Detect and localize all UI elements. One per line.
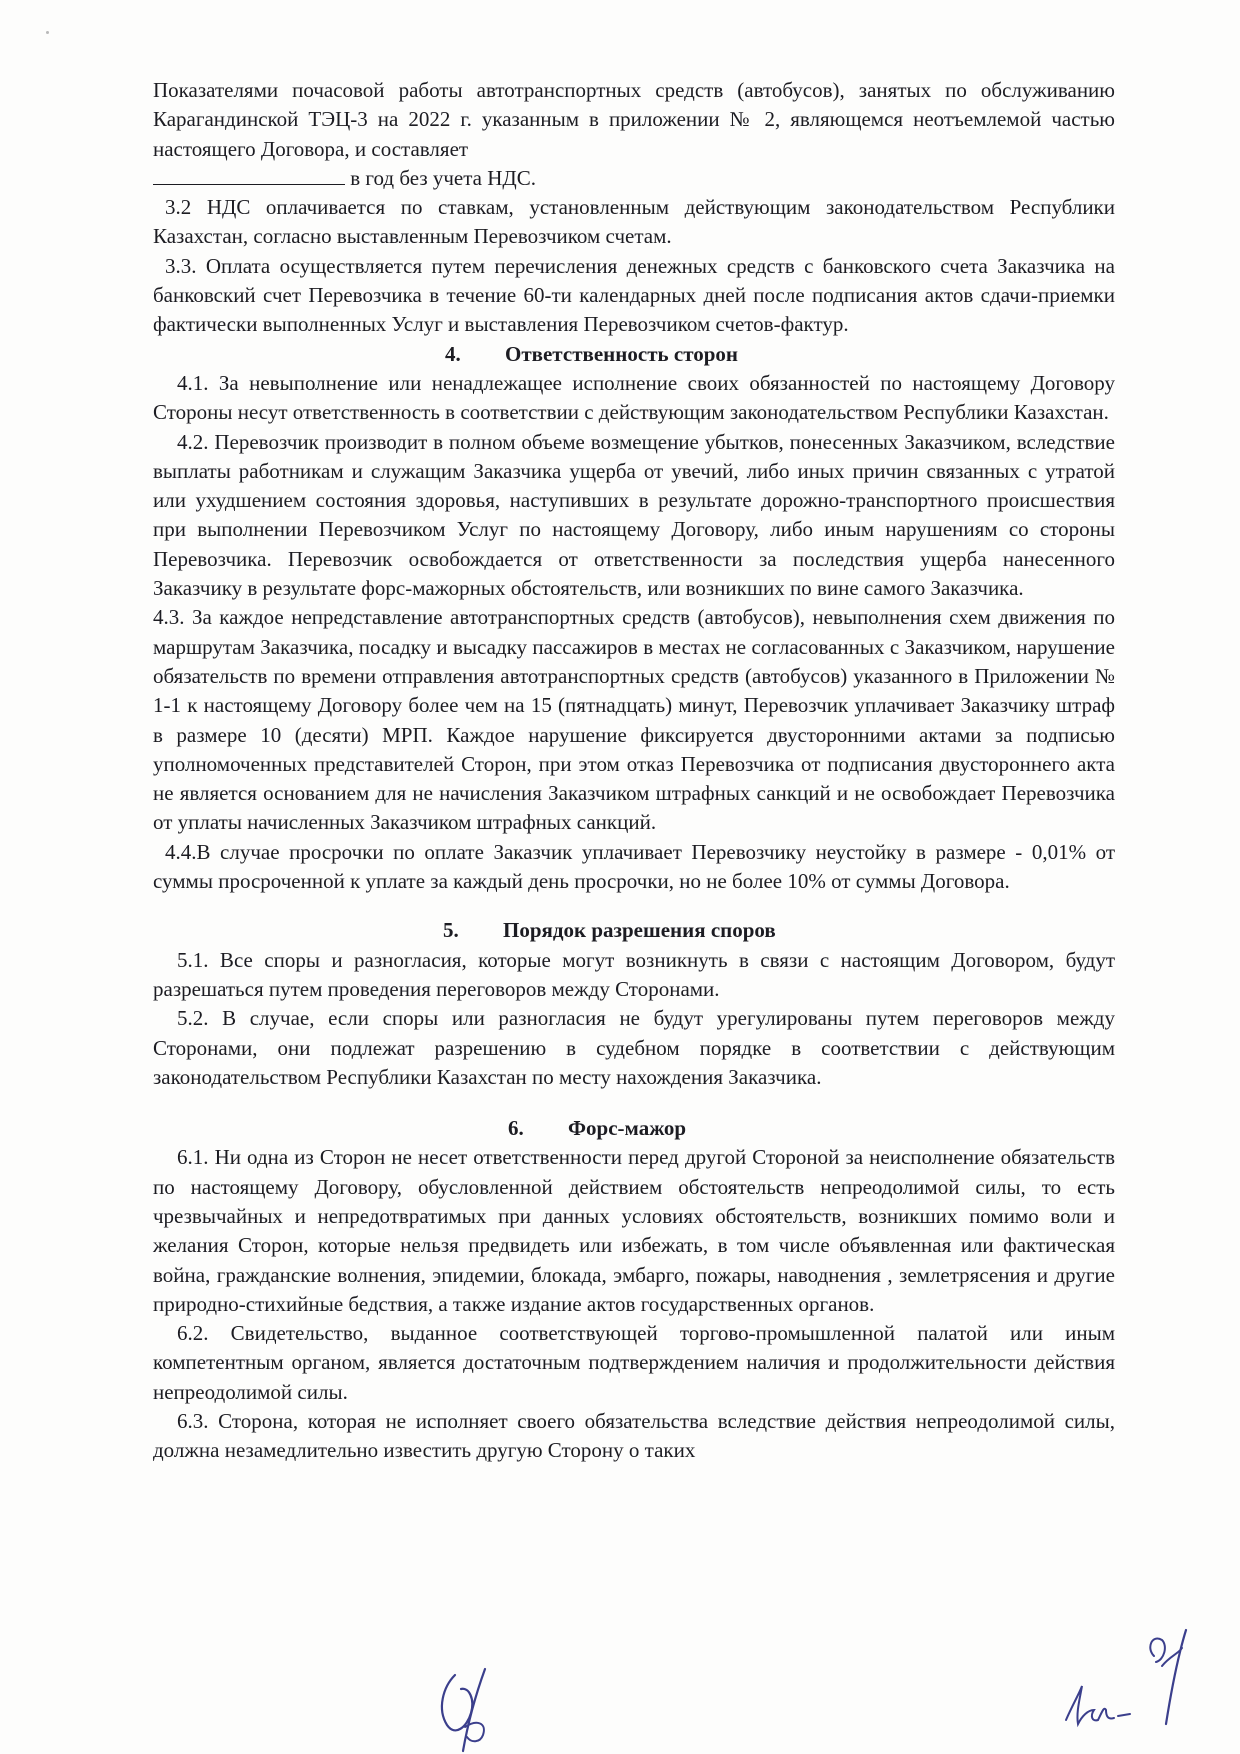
- paragraph-6-3: 6.3. Сторона, которая не исполняет своего обязательства вследствие действия непреодолимой силы, должна незамедлительно известить другую Сторону о таких: [153, 1409, 1115, 1463]
- margin-signature-mark: [1142, 1626, 1190, 1729]
- paragraph-3-3: 3.3. Оплата осуществляется путем перечисления денежных средств с банковского счета Заказчика на банковский счет Перевозчика в течение 60-ти календарных дней после подписания актов сдачи-приемки фактически выполненных Услуг и выставления Перевозчиком счетов-фактур.: [153, 253, 1115, 337]
- section-5-heading: 5. Порядок разрешения споров: [443, 918, 776, 943]
- paragraph-3-2: 3.2 НДС оплачивается по ставкам, установленным действующим законодательством Республики Казахстан, согласно выставленным Перевозчиком счетам.: [153, 195, 1115, 249]
- paragraph-5-1: 5.1. Все споры и разногласия, которые могут возникнуть в связи с настоящим Договором, будут разрешаться путем проведения переговоров между Сторонами.: [153, 947, 1115, 1001]
- amount-blank-line: [153, 164, 345, 185]
- paragraph-5-2: 5.2. В случае, если споры или разногласия не будут урегулированы путем переговоров между Сторонами, они подлежат разрешению в судебном порядке в соответствии с действующим законодательством Республики Казахстан по месту нахождения Заказчика.: [153, 1006, 1115, 1089]
- section-4-heading: 4. Ответственность сторон: [445, 341, 739, 366]
- paragraph-6-2: 6.2. Свидетельство, выданное соответствующей торгово-промышленной палатой или иным компетентным органом, является достаточным подтверждением наличия и продолжительности действия непреодолимой силы.: [153, 1321, 1115, 1404]
- paragraph-3-1-continued: Показателями почасовой работы автотранспортных средств (автобусов), занятых по обслуживанию Карагандинской ТЭЦ-3 на 2022 г. указанным в приложении № 2, являющемся неотъемлемой частью настоящего Договора, и составляет в год без учета НДС.: [153, 78, 1115, 190]
- contract-text: [153, 76, 1115, 1466]
- right-signature-initials: [1058, 1676, 1133, 1734]
- left-signature-initials: [425, 1665, 505, 1754]
- paragraph-4-1: 4.1. За невыполнение или ненадлежащее исполнение своих обязанностей по настоящему Договору Стороны несут ответственность в соответствии с действующим законодательством Республики Казахстан.: [153, 370, 1115, 425]
- paragraph-4-2: 4.2. Перевозчик производит в полном объеме возмещение убытков, понесенных Заказчиком, вследствие выплаты работникам и служащим Заказчика ущерба от увечий, либо иных причин связанных с утратой или ухудшением состояния здоровья, наступивших в результате дорожно-транспортного происшествия при выполнении Перевозчиком Услуг по настоящему Договору, либо иным нарушениям со стороны Перевозчика. Перевозчик освобождается от ответственности за последствия ущерба нанесенного Заказчику в результате форс-мажорных обстоятельств, или возникших по вине самого Заказчика.: [153, 429, 1115, 601]
- paragraph-4-3: 4.3. За каждое непредставление автотранспортных средств (автобусов), невыполнения схем движения по маршрутам Заказчика, посадку и высадку пассажиров в местах не согласованных с Заказчиком, нарушение обязательств по времени отправления автотранспортных средств (автобусов) указанного в Приложении № 1-1 к настоящему Договору более чем на 15 (пятнадцать) минут, Перевозчик уплачивает Заказчику штраф в размере 10 (десяти) МРП. Каждое нарушение фиксируется двусторонними актами за подписью уполномоченных представителей Сторон, при этом отказ Перевозчика от подписания двустороннего акта не является основанием для не начисления Заказчиком штрафных санкций и не освобождает Перевозчика от уплаты начисленных Заказчиком штрафных санкций.: [153, 605, 1115, 835]
- paragraph-4-4: 4.4.В случае просрочки по оплате Заказчик уплачивает Перевозчику неустойку в размере - 0,01% от суммы просроченной к уплате за каждый день просрочки, но не более 10% от суммы Договора.: [153, 839, 1115, 894]
- section-6-heading: 6. Форс-мажор: [508, 1116, 687, 1141]
- scan-speck: [46, 31, 49, 34]
- paragraph-6-1: 6.1. Ни одна из Сторон не несет ответственности перед другой Стороной за неисполнение обязательств по настоящему Договору, обусловленной действием обстоятельств непреодолимой силы, то есть чрезвычайных и непредотвратимых при данных условиях обстоятельств, возникших помимо воли и желания Сторон, которые нельзя предвидеть или избежать, в том числе объявленная или фактическая война, гражданские волнения, эпидемии, блокада, эмбарго, пожары, наводнения , землетрясения и другие природно-стихийные бедствия, а также издание актов государственных органов.: [153, 1145, 1115, 1316]
